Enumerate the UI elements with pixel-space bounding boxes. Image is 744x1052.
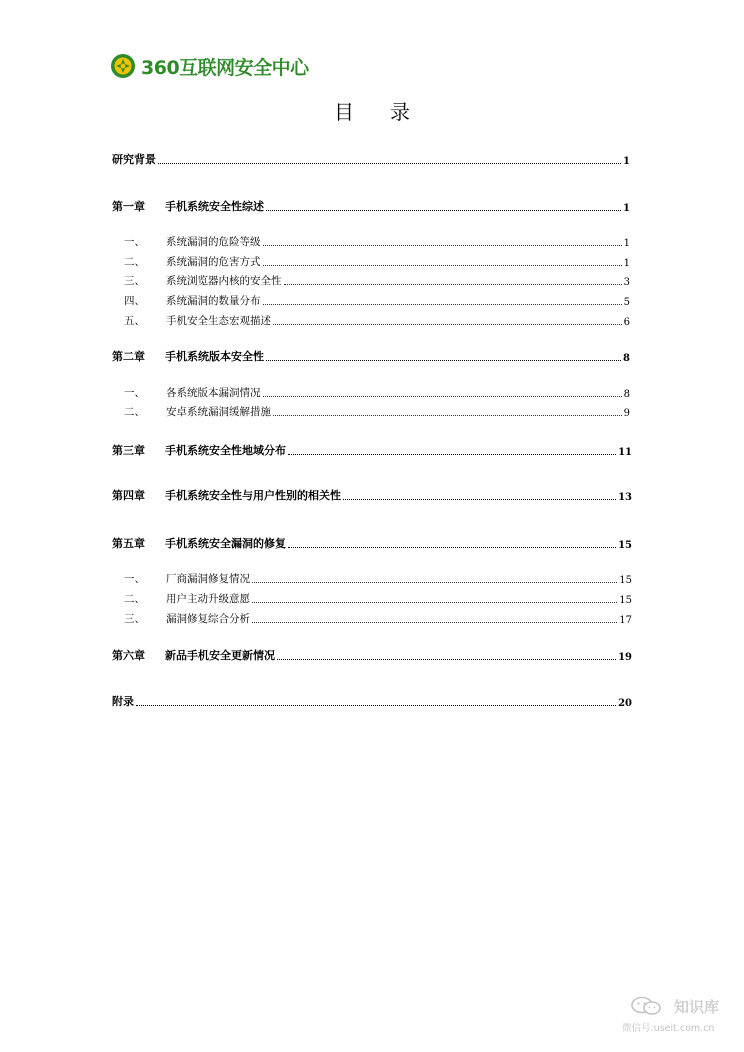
toc-entry-page: 1 xyxy=(623,258,630,269)
toc-entry-appendix[interactable] xyxy=(112,693,632,709)
toc-entry-page: 13 xyxy=(618,492,632,503)
dot-leader xyxy=(263,396,622,397)
toc-entry-label: 新品手机安全更新情况 xyxy=(165,649,275,662)
360-logo-icon xyxy=(110,53,136,79)
dot-leader xyxy=(284,284,622,285)
toc-entry-page: 1 xyxy=(623,203,630,214)
toc-entry-number: 第四章 xyxy=(112,489,145,502)
toc-entry-page: 6 xyxy=(623,317,630,328)
dot-leader xyxy=(263,245,622,246)
toc-entry-label: 手机系统安全性综述 xyxy=(165,200,264,213)
toc-entry-number: 第一章 xyxy=(112,200,145,213)
toc-entry-number: 第二章 xyxy=(112,350,145,363)
toc-entry-section-5-1[interactable] xyxy=(124,570,632,586)
dot-leader xyxy=(252,622,617,623)
toc-entry-label: 厂商漏洞修复情况 xyxy=(166,573,250,585)
toc-entry-page: 5 xyxy=(623,297,630,308)
dot-leader xyxy=(277,659,616,660)
toc-entry-chapter-4[interactable] xyxy=(112,487,632,503)
toc-entry-background[interactable] xyxy=(112,151,630,167)
toc-entry-label: 手机系统安全漏洞的修复 xyxy=(165,537,286,550)
dot-leader xyxy=(252,602,617,603)
toc-entry-number: 五、 xyxy=(124,315,145,327)
toc-entry-label: 手机系统安全性与用户性别的相关性 xyxy=(165,489,341,502)
toc-entry-label: 用户主动升级意愿 xyxy=(166,593,250,605)
title-char-1: 目 xyxy=(334,100,354,124)
dot-leader xyxy=(263,304,622,305)
toc-entry-page: 3 xyxy=(623,277,630,288)
dot-leader xyxy=(343,499,616,500)
toc-entry-number: 三、 xyxy=(124,275,145,287)
toc-entry-number: 三、 xyxy=(124,613,145,625)
logo-text: 360互联网安全中心 xyxy=(141,56,309,79)
wechat-icon xyxy=(630,996,662,1016)
watermark-wechat-id: 微信号:useit.com.cn xyxy=(622,1023,715,1034)
toc-entry-page: 1 xyxy=(623,238,630,249)
dot-leader xyxy=(266,360,621,361)
toc-entry-section-1-2[interactable] xyxy=(124,253,630,269)
toc-entry-label: 系统漏洞的数量分布 xyxy=(166,295,261,307)
toc-entry-number: 二、 xyxy=(124,593,145,605)
toc-entry-label: 手机系统版本安全性 xyxy=(165,350,264,363)
toc-entry-label: 附录 xyxy=(112,695,134,708)
toc-entry-label: 系统漏洞的危害方式 xyxy=(166,256,261,268)
toc-entry-page: 17 xyxy=(619,615,632,626)
dot-leader xyxy=(273,415,622,416)
header-logo xyxy=(110,52,309,80)
toc-entry-chapter-5[interactable] xyxy=(112,535,632,551)
toc-entry-section-1-1[interactable] xyxy=(124,233,630,249)
toc-entry-page: 15 xyxy=(619,575,632,586)
toc-entry-label: 各系统版本漏洞情况 xyxy=(166,387,261,399)
dot-leader xyxy=(273,324,622,325)
toc-entry-section-5-2[interactable] xyxy=(124,590,632,606)
toc-entry-section-2-2[interactable] xyxy=(124,403,630,419)
toc-entry-page: 8 xyxy=(623,389,630,400)
toc-entry-number: 二、 xyxy=(124,256,145,268)
watermark-name: 知识库 xyxy=(674,998,720,1016)
toc-entry-page: 20 xyxy=(618,698,632,709)
toc-entry-page: 19 xyxy=(618,652,632,663)
toc-entry-page: 8 xyxy=(623,353,630,364)
toc-entry-section-5-3[interactable] xyxy=(124,610,632,626)
toc-entry-page: 11 xyxy=(618,447,632,458)
dot-leader xyxy=(263,265,622,266)
dot-leader xyxy=(252,582,617,583)
title-char-2: 录 xyxy=(390,100,410,124)
toc-entry-label: 漏洞修复综合分析 xyxy=(166,613,250,625)
toc-entry-label: 系统漏洞的危险等级 xyxy=(166,236,261,248)
toc-entry-label: 系统浏览器内核的安全性 xyxy=(166,275,282,287)
toc-entry-number: 四、 xyxy=(124,295,145,307)
toc-entry-chapter-6[interactable] xyxy=(112,647,632,663)
toc-entry-label: 研究背景 xyxy=(112,153,156,166)
toc-entry-section-2-1[interactable] xyxy=(124,384,630,400)
toc-entry-page: 15 xyxy=(618,540,632,551)
toc-entry-number: 第六章 xyxy=(112,649,145,662)
page-title xyxy=(0,96,744,125)
toc-entry-page: 1 xyxy=(623,156,630,167)
toc-entry-section-1-3[interactable] xyxy=(124,272,630,288)
dot-leader xyxy=(288,454,616,455)
toc-entry-section-1-5[interactable] xyxy=(124,312,630,328)
toc-entry-page: 9 xyxy=(623,408,630,419)
toc-entry-chapter-1[interactable] xyxy=(112,198,630,214)
toc-entry-label: 手机系统安全性地域分布 xyxy=(165,444,286,457)
toc-entry-page: 15 xyxy=(619,595,632,606)
toc-entry-number: 一、 xyxy=(124,573,145,585)
dot-leader xyxy=(288,547,616,548)
dot-leader xyxy=(266,210,621,211)
watermark xyxy=(622,994,734,1034)
toc-entry-chapter-2[interactable] xyxy=(112,348,630,364)
dot-leader xyxy=(158,163,621,164)
toc-entry-number: 第三章 xyxy=(112,444,145,457)
toc-entry-number: 一、 xyxy=(124,236,145,248)
toc-entry-section-1-4[interactable] xyxy=(124,292,630,308)
toc-entry-number: 一、 xyxy=(124,387,145,399)
toc-entry-label: 手机安全生态宏观描述 xyxy=(166,315,271,327)
toc-entry-number: 二、 xyxy=(124,406,145,418)
toc-entry-label: 安卓系统漏洞缓解措施 xyxy=(166,406,271,418)
toc-entry-chapter-3[interactable] xyxy=(112,442,632,458)
dot-leader xyxy=(136,705,616,706)
toc-entry-number: 第五章 xyxy=(112,537,145,550)
